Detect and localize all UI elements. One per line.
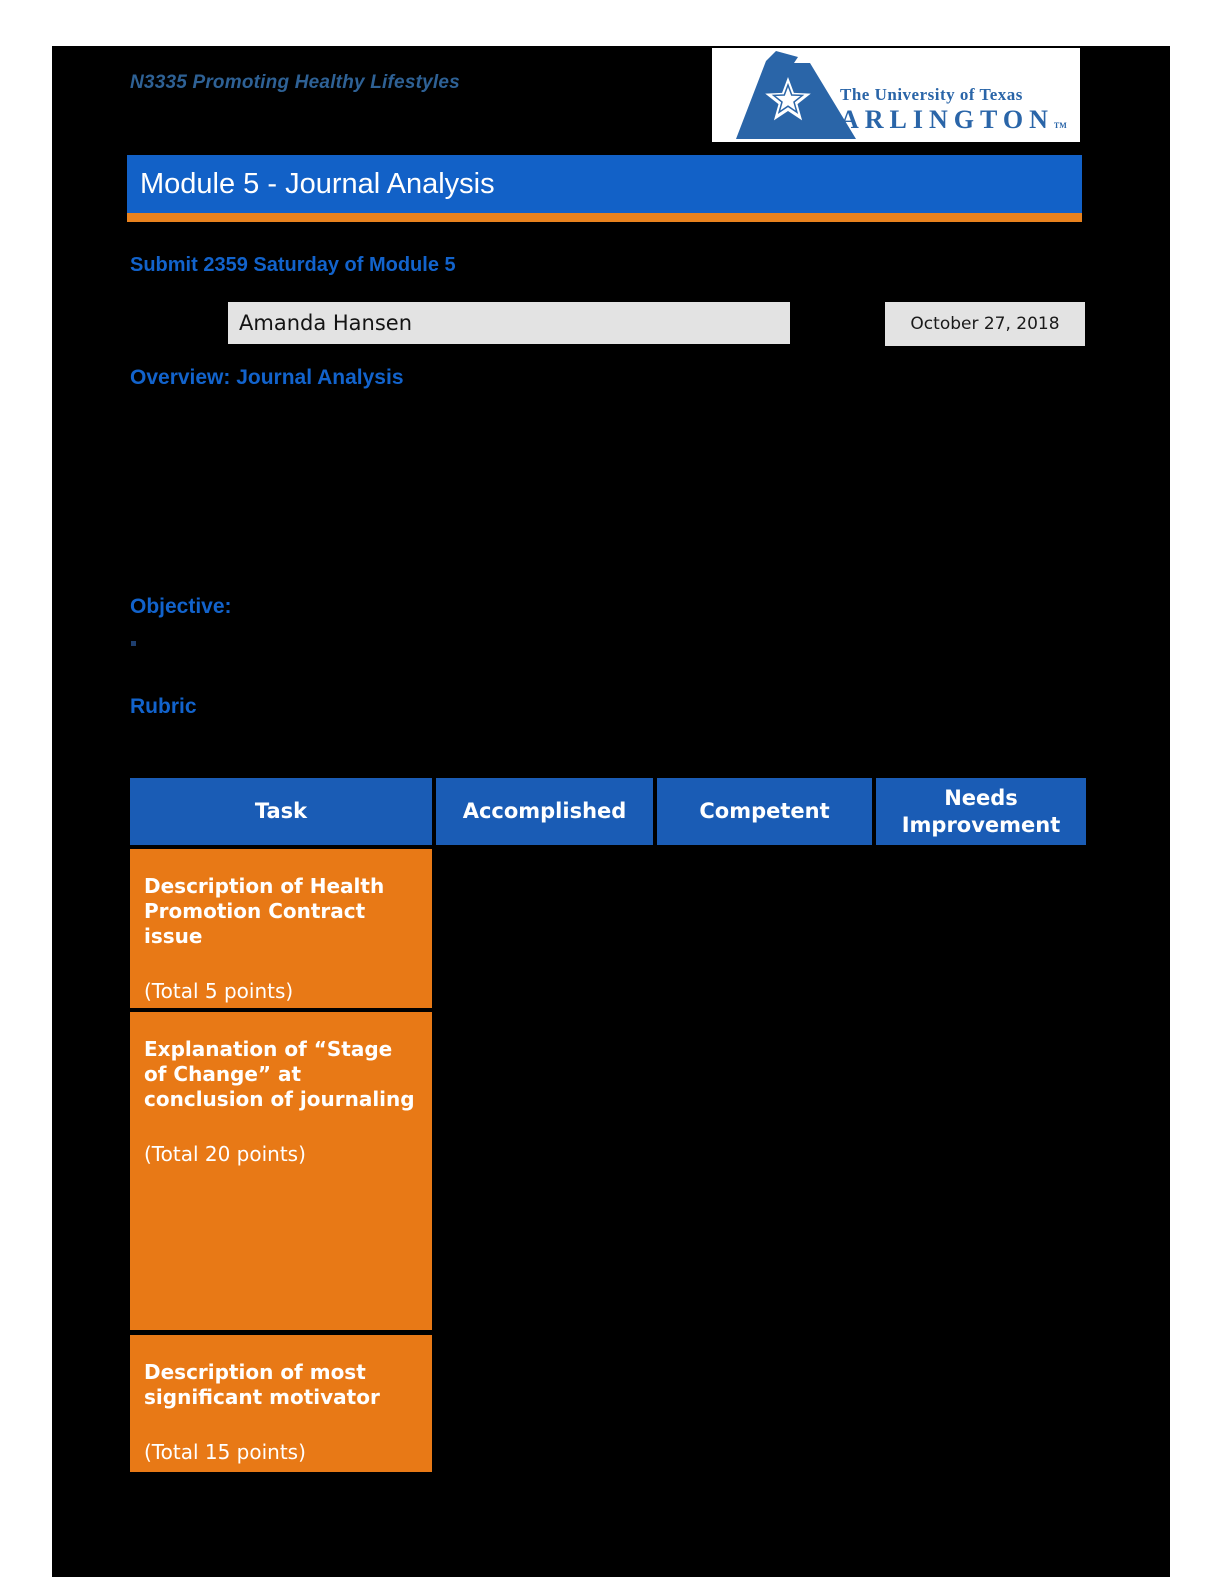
task-points: (Total 20 points) [144,1142,306,1166]
rubric-table-header-row [130,778,1086,845]
banner-orange-rule [127,213,1082,222]
task-title: Description of most significant motivator [144,1360,380,1409]
table-row [130,849,432,1008]
course-title: N3335 Promoting Healthy Lifestyles [130,72,460,93]
objective-heading: Objective: [130,595,232,618]
bullet-icon [131,641,136,646]
task-points: (Total 5 points) [144,979,294,1003]
task-title: Explanation of “Stage of Change” at conclusion of journaling [144,1037,415,1111]
task-points: (Total 15 points) [144,1440,306,1464]
student-name-field[interactable] [228,302,790,344]
column-header-needs-improvement: Needs Improvement [876,778,1086,845]
logo-university-text: The University of Texas [840,85,1023,104]
module-title-banner [127,155,1082,213]
rubric-heading: Rubric [130,695,197,718]
submit-instruction: Submit 2359 Saturday of Module 5 [130,254,456,276]
document-page [52,46,1170,1577]
table-row [130,1012,432,1330]
uta-logo [712,48,1080,142]
date-field[interactable] [885,302,1085,346]
page-title: Module 5 - Journal Analysis [140,168,495,200]
trademark-symbol: TM [1053,121,1067,130]
table-row [130,1335,432,1472]
column-header-accomplished: Accomplished [436,778,653,845]
overview-heading: Overview: Journal Analysis [130,366,404,389]
column-header-competent: Competent [657,778,872,845]
uta-logo-wordmark [840,86,1076,133]
student-name-value: Amanda Hansen [239,311,413,335]
column-header-task: Task [130,778,432,845]
logo-arlington-text: ARLINGTONTM [840,105,1067,134]
date-value: October 27, 2018 [910,314,1060,334]
rubric-table [130,778,1086,1518]
task-title: Description of Health Promotion Contract issue [144,874,385,948]
